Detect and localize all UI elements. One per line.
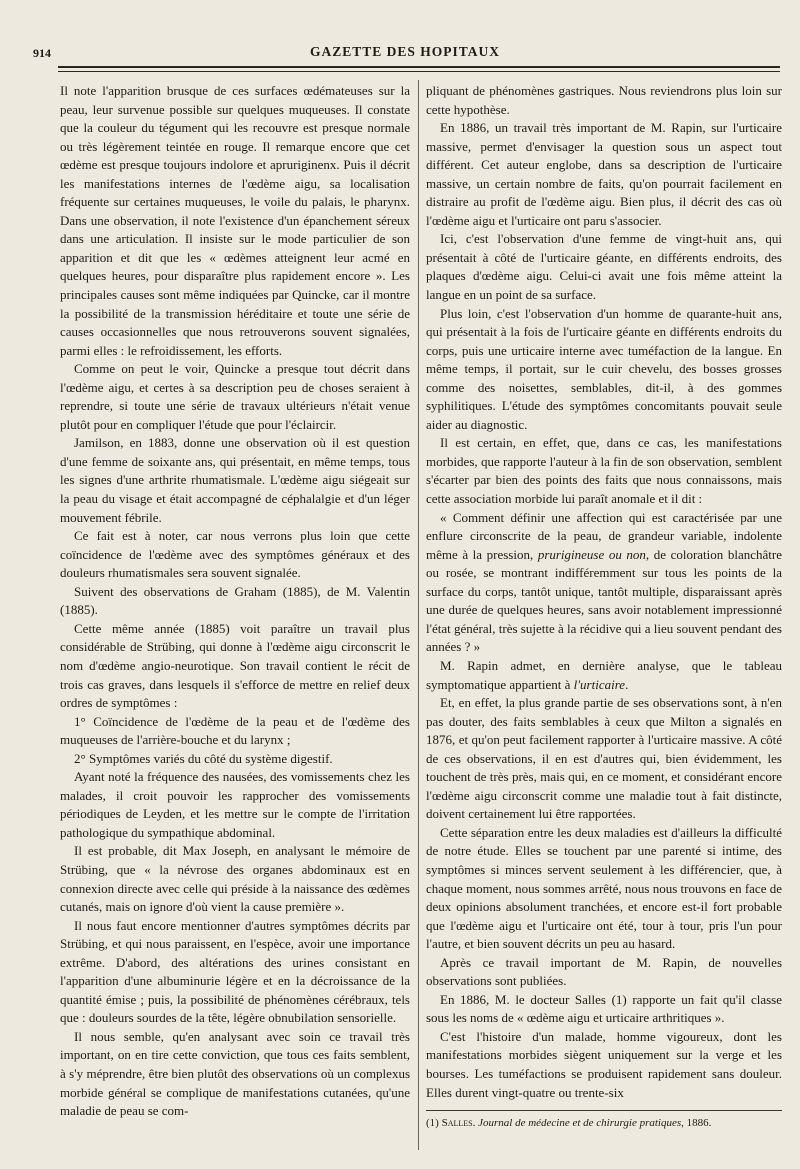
footnote-year: , 1886. <box>681 1117 712 1129</box>
footnote <box>426 1116 782 1130</box>
left-column <box>60 82 410 1121</box>
paragraph: Jamilson, en 1883, donne une observation où il est question d'une femme de soixante ans, qui présentait, en même temps, tous les signes d'une arthrite rhumatismale. L'œdème aigu siégeait sur la peau du visage et était accompagné de céphalalgie et d'un léger mouvement fébrile. <box>60 435 410 525</box>
paragraph: En 1886, un travail très important de M. Rapin, sur l'urticaire massive, permet d'envisager la question sous un aspect tout différent. Cet auteur englobe, dans sa description de l'urticaire massive, un certain nombre de faits, qu'on pourrait facilement en distraire au profit de l'œdème aigu. Bien plus, il décrit des cas où l'œdème aigu et l'urticaire ont paru s'associer. <box>426 120 782 228</box>
footnote-title: Journal de médecine et de chirurgie pratiques <box>478 1117 682 1129</box>
paragraph <box>426 657 782 694</box>
paragraph: pliquant de phénomènes gastriques. Nous reviendrons plus loin sur cette hypothèse. <box>426 83 782 117</box>
text-run: « Comment définir une affection qui est caractérisée par une enflure circonscrite de la peau, de grandeur variable, indolente même à la pression, <box>426 509 782 562</box>
paragraph: Suivent des observations de Graham (1885), de M. Valentin (1885). <box>60 583 410 618</box>
header-rule-thick <box>58 66 780 68</box>
paragraph: 2° Symptômes variés du côté du système digestif. <box>74 750 333 766</box>
paragraph: Ici, c'est l'observation d'une femme de vingt-huit ans, qui présentait à côté de l'urticaire géante, en différents endroits, des plaques d'œdème aigu. Celui-ci avait une fois même atteint la langue en un point de sa surface. <box>426 231 782 303</box>
paragraph: En 1886, M. le docteur Salles (1) rapporte un fait qu'il classe sous les noms de « œdème aigu et urticaire arthritiques ». <box>426 991 782 1026</box>
paragraph: Il note l'apparition brusque de ces surfaces œdémateuses sur la peau, leur survenue possible sur quelques muqueuses. Il constate que la couleur du tégument qui les recouvre est presque normale ou très légèrement teintée en rouge. Il remarque encore que cet œdème est presque toujours indolore et apruriginenx. Puis il décrit les manifestations internes de l'œdème aigu, sa localisation fréquente sur certaines muqueuses, le voile du palais, le pharynx. Dans une observation, il note l'existence d'un épanchement séreux dans une articulation. Il insiste sur le mode particulier de son apparition et dit que les « œdèmes atteignent leur acmé en quelques heures, pour disparaître plus rapidement encore ». Les principales causes sont même indiquées par Quincke, car il montre la possibilité de la transmission héréditaire et toute une série de causes occasionnelles que nous retrouverons souvent signalées, parmi elles : le refroidissement, les efforts. <box>60 83 410 358</box>
text-run: M. Rapin admet, en dernière analyse, que le tableau symptomatique appartient à <box>426 657 782 692</box>
paragraph: Cette même année (1885) voit paraître un travail plus considérable de Strübing, qui donne à l'œdème aigu circonscrit le nom d'œdème angio-neurotique. Son travail contient le récit de trois cas graves, dans lesquels il s'efforce de mettre en relief deux ordres de symptômes : <box>60 620 410 711</box>
paragraph: Et, en effet, la plus grande partie de ses observations sont, à n'en pas douter, des faits semblables à ceux que Milton a signalés en 1876, et qu'on peut facilement rapporter à l'urticaire massive. A côté de ces observations, il en est d'autres qui, bien évidemment, les touchent de très près, mais qui, en ce moment, et considérant encore l'œdème aigu circonscrit comme une maladie tout à fait distincte, doivent certainement lui être rapportées. <box>426 695 782 822</box>
journal-title: GAZETTE DES HOPITAUX <box>309 44 501 59</box>
quote-paragraph <box>426 509 782 657</box>
header-rule-thin <box>58 71 780 72</box>
paragraph: C'est l'histoire d'un malade, homme vigoureux, dont les manifestations morbides siègent uniquement sur la verge et les bourses. Les tuméfactions se produisent rapidement sans douleur. Elles durent vingt-quatre ou trente-six <box>426 1028 782 1100</box>
paragraph: Il nous faut encore mentionner d'autres symptômes décrits par Strübing, et qui nous paraissent, en l'espèce, avoir une importance extrême. D'abord, des altérations des urines consistant en l'apparition d'une albuminurie légère et en la décroissance de la quantité émise ; puis, la possibilité de phénomènes cérébraux, tels que : douleurs sourdes de la tête, légère obnubilation sensorielle. <box>60 917 410 1026</box>
footnote-author: Salles. <box>441 1117 476 1129</box>
paragraph: 1° Coïncidence de l'œdème de la peau et de l'œdème des muqueuses de l'arrière-bouche et du larynx ; <box>60 713 410 748</box>
right-column <box>426 82 782 1102</box>
page-header <box>30 42 780 64</box>
text-run: , de coloration blanchâtre ou rosée, se montrant indifféremment sur tous les points de la surface du corps, tantôt unique, tantôt multiple, disparaissant après une durée de quelques heures, sans avoir notablement impressionné l'état général, très sujette à la récidive qui a lieu souvent pendant des années ? » <box>426 546 782 655</box>
footnote-marker: (1) <box>426 1117 442 1129</box>
paragraph: Ce fait est à noter, car nous verrons plus loin que cette coïncidence de l'œdème avec des symptômes généraux et des douleurs rhumatismales sera souvent signalée. <box>60 528 410 581</box>
paragraph: Cette séparation entre les deux maladies est d'ailleurs la difficulté de notre étude. Elles se touchent par une parenté si intime, des symptômes si minces servent seulement à les différencier, que, à chaque moment, nous sommes arrêté, nous nous trouvons en face de deux opinions absolument tranchées, et encore est-il fort probable que l'œdème aigu et l'urticaire ont été, tour à tour, pris l'un pour l'autre, et bien souvent décrits un peu au hasard. <box>426 824 782 952</box>
italic-text: l'urticaire <box>573 676 626 692</box>
page-number: 914 <box>33 46 51 60</box>
paragraph: Il nous semble, qu'en analysant avec soin ce travail très important, on en tire cette conviction, que tous ces faits semblent, à s'y méprendre, être bien plutôt des observations où un complexus morbide général se complique de manifestations cutanées, qu'une maladie de peau se com- <box>60 1028 410 1119</box>
text-run: . <box>625 676 629 692</box>
footnote-rule <box>426 1110 782 1111</box>
paragraph: Ayant noté la fréquence des nausées, des vomissements chez les malades, il croit pouvoir les rapprocher des vomissements périodiques de Leyden, et les mettre sur le compte de l'irritation pathologique du sympathique abdominal. <box>60 769 410 840</box>
paragraph: Après ce travail important de M. Rapin, de nouvelles observations sont publiées. <box>426 954 782 989</box>
paragraph: Il est certain, en effet, que, dans ce cas, les manifestations morbides, que rapporte l'auteur à la fin de son observation, semblent s'écarter par bien des points des faits que nous connaissons, mais cette association morbide lui paraît anomale et il dit : <box>426 435 782 507</box>
paragraph: Il est probable, dit Max Joseph, en analysant le mémoire de Strübing, que « la névrose des organes abdominaux est en connexion directe avec celle qui préside à la naissance des œdèmes cutanés, mais on ignore d'où vient la cause première ». <box>60 843 410 915</box>
paragraph: Plus loin, c'est l'observation d'un homme de quarante-huit ans, qui présentait à la fois de l'urticaire géante en différents endroits du corps, puis une urticaire interne avec tuméfaction de la langue. En même temps, il portait, sur le cuir chevelu, des bosses grosses comme des noisettes, semblables, dit-il, à des gommes syphilitiques. L'étude des symptômes concomitants pouvait seule aider au diagnostic. <box>426 305 782 432</box>
italic-text: prurigineuse ou non <box>537 546 646 562</box>
paragraph: Comme on peut le voir, Quincke a presque tout décrit dans l'œdème aigu, et certes à sa description peu de choses seraient à reprendre, si toute une série de travaux ultérieurs n'était venue plutôt pour en compliquer l'étude que pour l'éclaircir. <box>60 361 410 432</box>
column-divider <box>418 80 419 1150</box>
